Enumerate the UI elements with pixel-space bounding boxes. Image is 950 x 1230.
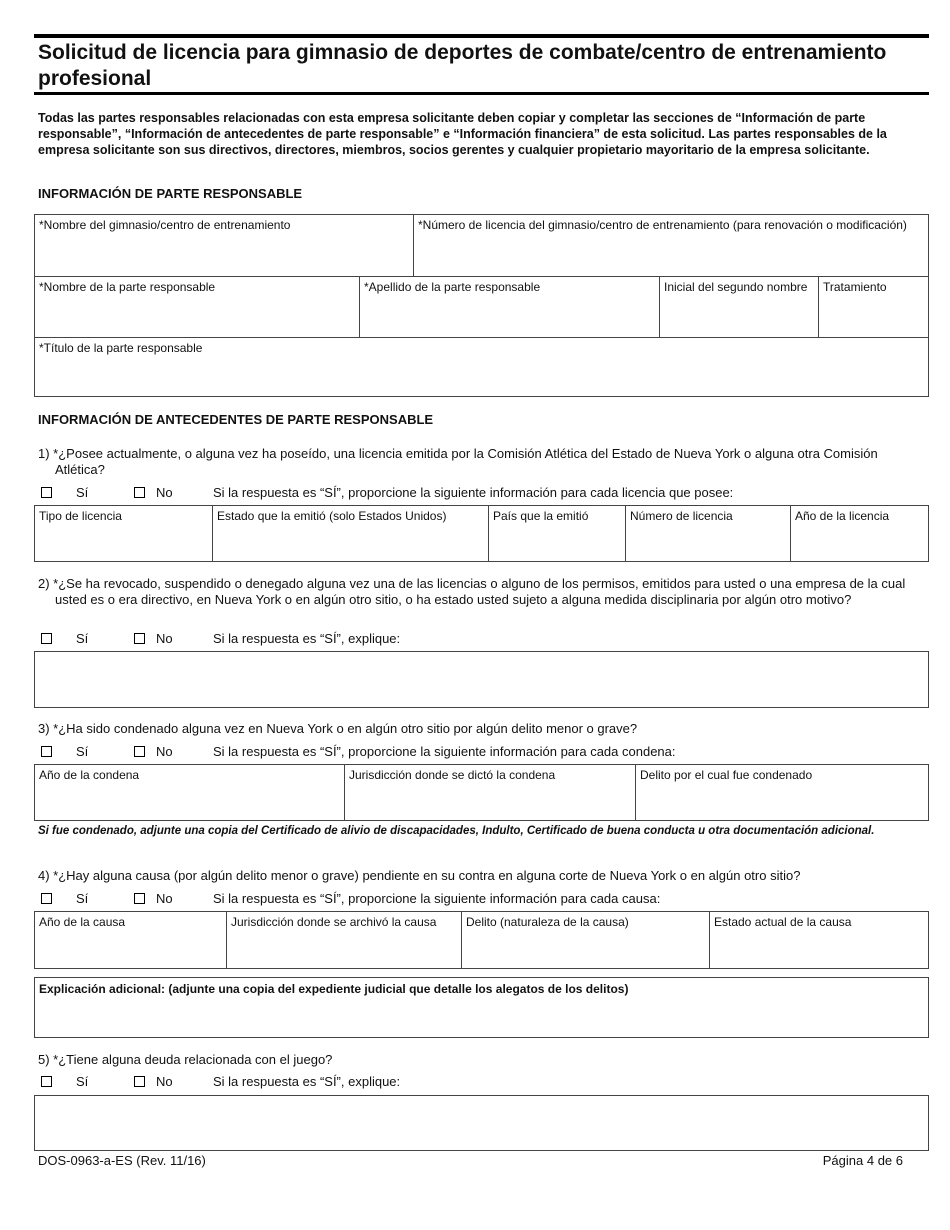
case-offense-label: Delito (naturaleza de la causa) (466, 915, 629, 929)
q2-yes-label: Sí (76, 631, 89, 646)
question-1-options (38, 485, 928, 503)
table-row (35, 215, 928, 276)
intro-paragraph: Todas las partes responsables relacionadas con esta empresa solicitante deben copiar y completar las secciones de “Información de parte responsable”, “Información de antecedentes de parte responsable” e “Información financiera” de esta solicitud. Las partes responsables de la empresa solicitante son sus directivos, directores, miembros, socios gerentes y cualquier propietario mayoritario de la empresa solicitante. (38, 111, 887, 157)
page-number: Página 4 de 6 (822, 1153, 903, 1168)
question-3-options (38, 744, 928, 762)
q5-explanation-field[interactable] (34, 1095, 929, 1151)
license-number-field[interactable] (625, 506, 790, 561)
q4-no-label: No (156, 891, 173, 906)
q3-yes-label: Sí (76, 744, 89, 759)
q1-no-label: No (156, 485, 173, 500)
license-type-label: Tipo de licencia (39, 509, 122, 523)
case-status-label: Estado actual de la causa (714, 915, 852, 929)
q3-instruction: Si la respuesta es “SÍ”, proporcione la siguiente información para cada condena: (213, 744, 676, 759)
q2-explanation-field[interactable] (34, 651, 929, 708)
rp-title-label: *Título de la parte responsable (39, 341, 203, 355)
issuing-state-field[interactable] (212, 506, 488, 561)
license-year-label: Año de la licencia (795, 509, 890, 523)
section-heading-responsible-party: INFORMACIÓN DE PARTE RESPONSABLE (38, 186, 303, 201)
section-heading-background: INFORMACIÓN DE ANTECEDENTES DE PARTE RESPONSABLE (38, 412, 434, 427)
q2-yes-checkbox[interactable] (41, 633, 52, 644)
issuing-country-label: País que la emitió (493, 509, 589, 523)
q3-yes-checkbox[interactable] (41, 746, 52, 757)
question-4-options (38, 891, 928, 909)
license-type-field[interactable] (35, 506, 212, 561)
question-5 (38, 1052, 928, 1068)
q5-instruction: Si la respuesta es “SÍ”, explique: (213, 1074, 401, 1089)
q5-no-checkbox[interactable] (134, 1076, 145, 1087)
q4-no-checkbox[interactable] (134, 893, 145, 904)
q2-instruction: Si la respuesta es “SÍ”, explique: (213, 631, 401, 646)
salutation-label: Tratamiento (823, 280, 887, 294)
case-jurisdiction-label: Jurisdicción donde se archivó la causa (231, 915, 437, 929)
q5-yes-label: Sí (76, 1074, 89, 1089)
form-id: DOS-0963-a-ES (Rev. 11/16) (38, 1153, 206, 1168)
question-4-text: 4) *¿Hay alguna causa (por algún delito menor o grave) pendiente en su contra en alguna corte de Nueva York o en algún otro sitio? (38, 868, 801, 883)
q5-yes-checkbox[interactable] (41, 1076, 52, 1087)
case-year-label: Año de la causa (39, 915, 126, 929)
first-name-field[interactable] (35, 277, 359, 337)
question-1-text: 1) *¿Posee actualmente, o alguna vez ha poseído, una licencia emitida por la Comisión Atlética del Estado de Nueva York o alguna otra Comisión Atlética? (38, 446, 878, 477)
q2-no-checkbox[interactable] (134, 633, 145, 644)
q4-yes-label: Sí (76, 891, 89, 906)
q1-instruction: Si la respuesta es “SÍ”, proporcione la siguiente información para cada licencia que posee: (213, 485, 734, 500)
q5-no-label: No (156, 1074, 173, 1089)
responsible-party-table (34, 214, 929, 397)
q1-yes-checkbox[interactable] (41, 487, 52, 498)
case-offense-field[interactable] (461, 912, 709, 968)
q2-no-label: No (156, 631, 173, 646)
q1-yes-label: Sí (76, 485, 89, 500)
conviction-jurisdiction-label: Jurisdicción donde se dictó la condena (349, 768, 556, 782)
case-table (34, 911, 929, 969)
gym-name-label: *Nombre del gimnasio/centro de entrenamiento (39, 218, 291, 232)
question-5-text: 5) *¿Tiene alguna deuda relacionada con el juego? (38, 1052, 333, 1067)
license-number-label: Número de licencia (630, 509, 733, 523)
additional-explanation-field[interactable] (34, 977, 929, 1038)
q4-instruction: Si la respuesta es “SÍ”, proporcione la siguiente información para cada causa: (213, 891, 661, 906)
license-table (34, 505, 929, 562)
issuing-country-field[interactable] (488, 506, 625, 561)
conviction-offense-field[interactable] (635, 765, 928, 820)
gym-license-label: *Número de licencia del gimnasio/centro de entrenamiento (para renovación o modificación) (418, 218, 907, 232)
rp-title-field[interactable] (35, 338, 928, 398)
conviction-jurisdiction-field[interactable] (344, 765, 635, 820)
gym-license-field[interactable] (413, 215, 928, 276)
top-rule (34, 34, 929, 38)
last-name-field[interactable] (359, 277, 659, 337)
license-year-field[interactable] (790, 506, 928, 561)
case-year-field[interactable] (35, 912, 226, 968)
table-row (35, 276, 928, 337)
q1-no-checkbox[interactable] (134, 487, 145, 498)
issuing-state-label: Estado que la emitió (solo Estados Unidos) (217, 509, 447, 523)
q4-yes-checkbox[interactable] (41, 893, 52, 904)
question-2 (38, 576, 928, 608)
conviction-year-field[interactable] (35, 765, 344, 820)
gym-name-field[interactable] (35, 215, 413, 276)
q3-no-checkbox[interactable] (134, 746, 145, 757)
question-3 (38, 721, 928, 737)
additional-explanation-label: Explicación adicional: (adjunte una copia del expediente judicial que detalle los alegatos de los delitos) (39, 982, 629, 996)
middle-initial-field[interactable] (659, 277, 818, 337)
conviction-table (34, 764, 929, 821)
conviction-year-label: Año de la condena (39, 768, 140, 782)
case-jurisdiction-field[interactable] (226, 912, 461, 968)
first-name-label: *Nombre de la parte responsable (39, 280, 216, 294)
last-name-label: *Apellido de la parte responsable (364, 280, 541, 294)
q3-no-label: No (156, 744, 173, 759)
title-rule (34, 92, 929, 95)
question-2-options (38, 631, 928, 649)
conviction-offense-label: Delito por el cual fue condenado (640, 768, 813, 782)
page-title: Solicitud de licencia para gimnasio de deportes de combate/centro de entrenamiento profesional (38, 41, 887, 90)
question-4 (38, 868, 928, 884)
question-5-options (38, 1074, 928, 1092)
question-1 (38, 446, 928, 478)
middle-initial-label: Inicial del segundo nombre (664, 280, 808, 294)
conviction-note: Si fue condenado, adjunte una copia del Certificado de alivio de discapacidades, Indulto, Certificado de buena conducta u otra documentación adicional. (38, 825, 875, 837)
salutation-field[interactable] (818, 277, 928, 337)
case-status-field[interactable] (709, 912, 928, 968)
table-row (35, 337, 928, 398)
question-3-text: 3) *¿Ha sido condenado alguna vez en Nueva York o en algún otro sitio por algún delito menor o grave? (38, 721, 638, 736)
question-2-text: 2) *¿Se ha revocado, suspendido o denegado alguna vez una de las licencias o alguno de los permisos, emitidos para usted o una empresa de la cual usted es o era directivo, en Nueva York o en algún otro sitio, o ha estado usted sujeto a alguna medida disciplinaria por algún otro motivo? (38, 576, 906, 607)
